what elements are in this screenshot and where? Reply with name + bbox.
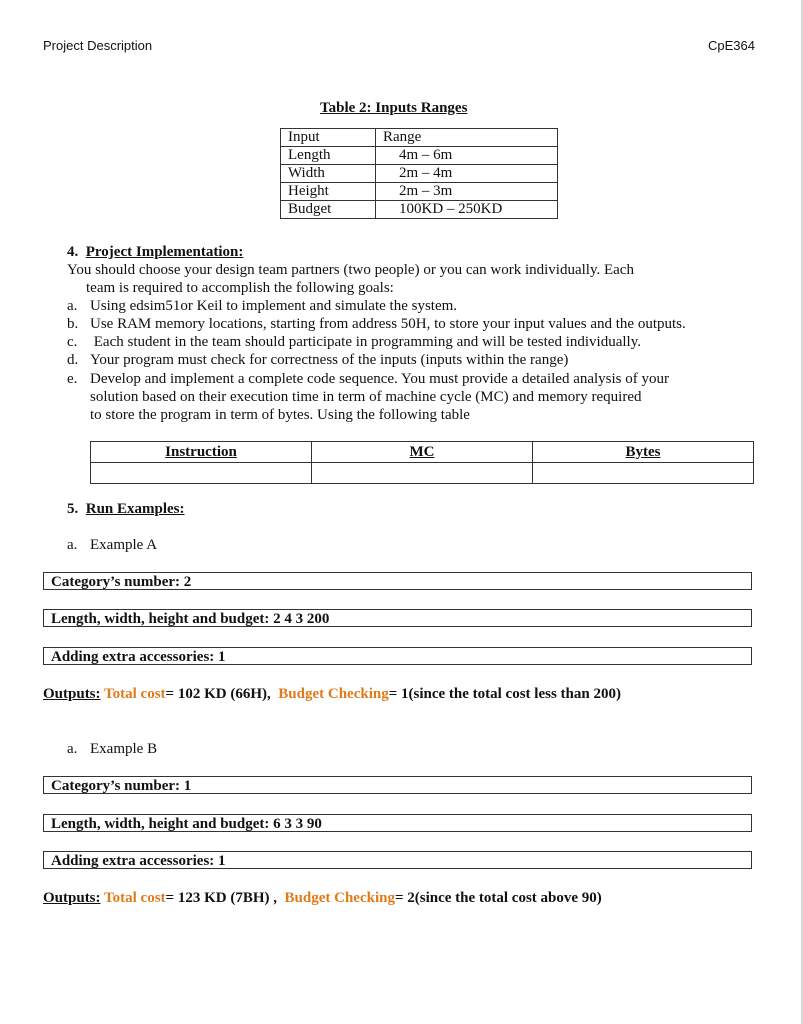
table2-title: Table 2: Inputs Ranges <box>320 100 468 116</box>
example-a-extra: Adding extra accessories: 1 <box>43 647 752 665</box>
list-item-continued: to store the program in term of bytes. Using the following table <box>90 407 470 423</box>
list-text: Example B <box>90 741 158 757</box>
budget-checking-label: Budget Checking <box>284 890 395 906</box>
instruction-table <box>90 441 754 484</box>
bytes-header: Bytes <box>533 442 754 463</box>
example-b-category: Category’s number: 1 <box>43 776 752 794</box>
table-row <box>91 463 754 484</box>
table-cell: Length <box>281 147 376 165</box>
table-row <box>281 147 558 165</box>
table-cell <box>91 463 312 484</box>
list-text: Example A <box>90 537 158 553</box>
list-item <box>67 370 669 388</box>
list-text: Using edsim51or Keil to implement and simulate the system. <box>90 298 458 314</box>
list-item <box>67 297 457 315</box>
list-marker: d. <box>67 352 79 368</box>
table-cell: 100KD – 250KD <box>399 201 503 217</box>
example-b-label <box>67 740 157 758</box>
header-right: CpE364 <box>708 38 755 53</box>
list-item <box>67 315 686 333</box>
section-number: 5. <box>67 501 79 517</box>
budget-checking-value: = 2(since the total cost above 90) <box>394 890 602 906</box>
table-row <box>91 442 754 463</box>
section4-intro-1: You should choose your design team partners (two people) or you can work individually. Each <box>67 262 634 278</box>
table-row <box>281 183 558 201</box>
table-cell: 2m – 3m <box>399 183 453 199</box>
total-cost-label: Total cost <box>104 686 166 702</box>
total-cost-value: = 102 KD (66H), <box>165 686 271 702</box>
table-row <box>281 129 558 147</box>
instruction-header: Instruction <box>91 442 312 463</box>
example-b-dims: Length, width, height and budget: 6 3 3 90 <box>43 814 752 832</box>
example-a-category: Category’s number: 2 <box>43 572 752 590</box>
list-marker: a. <box>67 741 78 757</box>
list-marker: a. <box>67 298 78 314</box>
list-text: Develop and implement a complete code sequence. You must provide a detailed analysis of your <box>90 371 670 387</box>
list-marker: c. <box>67 334 78 350</box>
table-row <box>281 165 558 183</box>
header-left: Project Description <box>43 38 153 53</box>
table-cell: Width <box>281 165 376 183</box>
table-cell <box>533 463 754 484</box>
outputs-label: Outputs: <box>43 890 101 906</box>
list-text: Each student in the team should participate in programming and will be tested individually. <box>90 334 641 350</box>
example-a-outputs <box>43 685 621 703</box>
list-item-continued: solution based on their execution time in term of machine cycle (MC) and memory required <box>90 389 642 405</box>
list-item <box>67 351 568 369</box>
table-row <box>281 201 558 219</box>
budget-checking-label: Budget Checking <box>278 686 389 702</box>
section5-heading <box>67 500 185 518</box>
table-cell: Budget <box>281 201 376 219</box>
list-marker: a. <box>67 537 78 553</box>
total-cost-value: = 123 KD (7BH) , <box>165 890 278 906</box>
example-b-extra: Adding extra accessories: 1 <box>43 851 752 869</box>
table-cell: Input <box>281 129 376 147</box>
list-marker: e. <box>67 371 78 387</box>
table-cell: Range <box>376 129 558 147</box>
table-cell: 2m – 4m <box>399 165 453 181</box>
example-b-outputs <box>43 889 602 907</box>
section4-intro-2: team is required to accomplish the following goals: <box>86 280 394 296</box>
total-cost-label: Total cost <box>104 890 166 906</box>
section-title: Project Implementation: <box>85 244 244 260</box>
section-title: Run Examples: <box>85 501 185 517</box>
list-text: Use RAM memory locations, starting from address 50H, to store your input values and the outputs. <box>90 316 686 332</box>
table-cell: 4m – 6m <box>399 147 453 163</box>
example-a-dims: Length, width, height and budget: 2 4 3 200 <box>43 609 752 627</box>
section-number: 4. <box>67 244 79 260</box>
section4-heading <box>67 243 243 261</box>
example-a-label <box>67 536 157 554</box>
table-cell: Height <box>281 183 376 201</box>
list-text: Your program must check for correctness of the inputs (inputs within the range) <box>90 352 569 368</box>
outputs-label: Outputs: <box>43 686 101 702</box>
mc-header: MC <box>312 442 533 463</box>
table-cell <box>312 463 533 484</box>
list-item <box>67 333 641 351</box>
budget-checking-value: = 1(since the total cost less than 200) <box>388 686 621 702</box>
list-marker: b. <box>67 316 79 332</box>
inputs-ranges-table <box>280 128 558 219</box>
